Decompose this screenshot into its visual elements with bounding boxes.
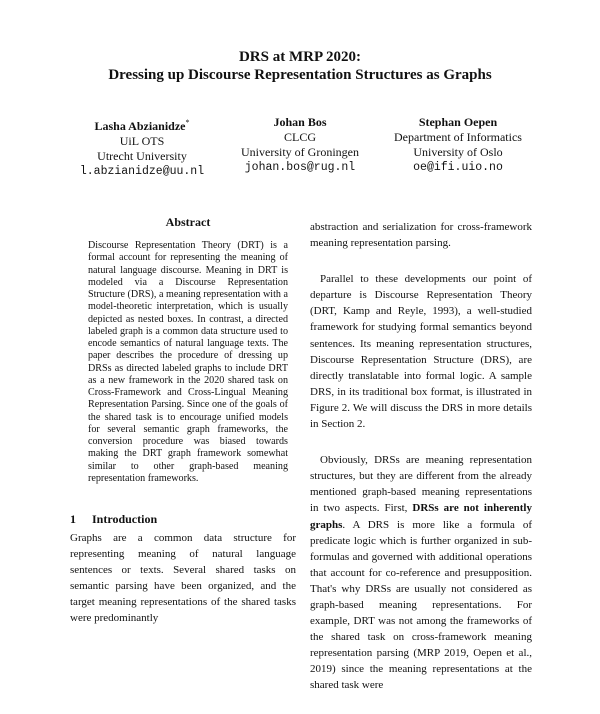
author-institution: Utrecht University [97,149,187,163]
introduction-text: Graphs are a common data structure for representing meaning of natural language sentences or texts. Several shared tasks on semantic parsing have been organized, and the target meaning representations of the shared tasks were predominantly [70,532,296,624]
paragraph-text-after: . A DRS is more like a formula of predicate logic which is further organized in sub-formulas and governed with additional operations that account for co-reference and presupposition. That's why DRSs are usually not considered as graph-based meaning representations. For example, DRT was not among the frameworks of the shared task on cross-framework meaning representation parsing (MRP 2019, Oepen et al., 2019) since the meaning representations at the shared task were [310,518,532,692]
author-email: oe@ifi.uio.no [413,161,503,174]
author-email: l.abzianidze@uu.nl [79,165,205,178]
author-name: Lasha Abzianidze* [94,118,190,133]
paragraph-text-before: Obviously, DRSs are meaning representation structures, but they are different from the already mentioned graph-based meaning representations in two aspects. First, [310,454,532,515]
right-column [310,219,532,714]
author-institution: University of Oslo [413,145,503,159]
paper-title [0,48,600,84]
author-name: Stephan Oepen [418,115,498,129]
abstract-heading: Abstract [165,215,211,229]
right-paragraph-2: Parallel to these developments our point of departure is Discourse Representation Theory (DRT, Kamp and Reyle, 1993), a well-studied framework for studying formal semantics beyond sentences. Its meaning representation structures, Discourse Representation Structure (DRS), are directly translatable into formal logic. A sample DRS, in its traditional box format, is illustrated in Figure 2. We will discuss the DRS in more details in Section 2. [310,273,532,431]
author-block-1 [60,115,224,179]
abstract-text: Discourse Representation Theory (DRT) is a formal account for representing the meaning of natural language discourse. Meaning in DRT is modeled via a Discourse Representation Structure (DRS), a meaning representation with a model-theoretic interpretation, which is usually depicted as nested boxes. In contrast, a directed labeled graph is a common data structure used to encode semantics of natural language texts. The paper describes the procedure of dressing up DRSs as directed labeled graphs to include DRT as a new framework in the 2020 shared task on Cross-Framework and Cross-Lingual Meaning Representation Parsing. Since one of the goals of the shared task is to encourage unified models for several semantic graph frameworks, the conversion procedure was biased towards making the DRT graph framework somewhat similar to other graph-based meaning representation frameworks. [88,240,288,484]
author-affiliation: CLCG [283,130,316,144]
author-email: johan.bos@rug.nl [244,161,356,174]
author-block-2 [224,115,376,175]
section-heading [70,512,157,527]
author-affiliation: Department of Informatics [394,130,522,144]
title-line-1: DRS at MRP 2020: [238,49,362,65]
author-affiliation: UiL OTS [119,134,165,148]
section-title: Introduction [92,512,158,526]
author-name: Johan Bos [273,115,327,129]
section-number: 1 [70,512,76,526]
title-line-2: Dressing up Discourse Representation Structures as Graphs [108,67,492,83]
author-footnote-mark: * [185,118,190,127]
right-paragraph-3 [310,452,532,693]
author-institution: University of Groningen [241,145,359,159]
emphasis-text: DRSs are not inherently graphs [310,502,532,531]
right-paragraph-1: abstraction and serialization for cross-framework meaning representation parsing. [310,221,532,250]
author-block-3 [376,115,540,175]
